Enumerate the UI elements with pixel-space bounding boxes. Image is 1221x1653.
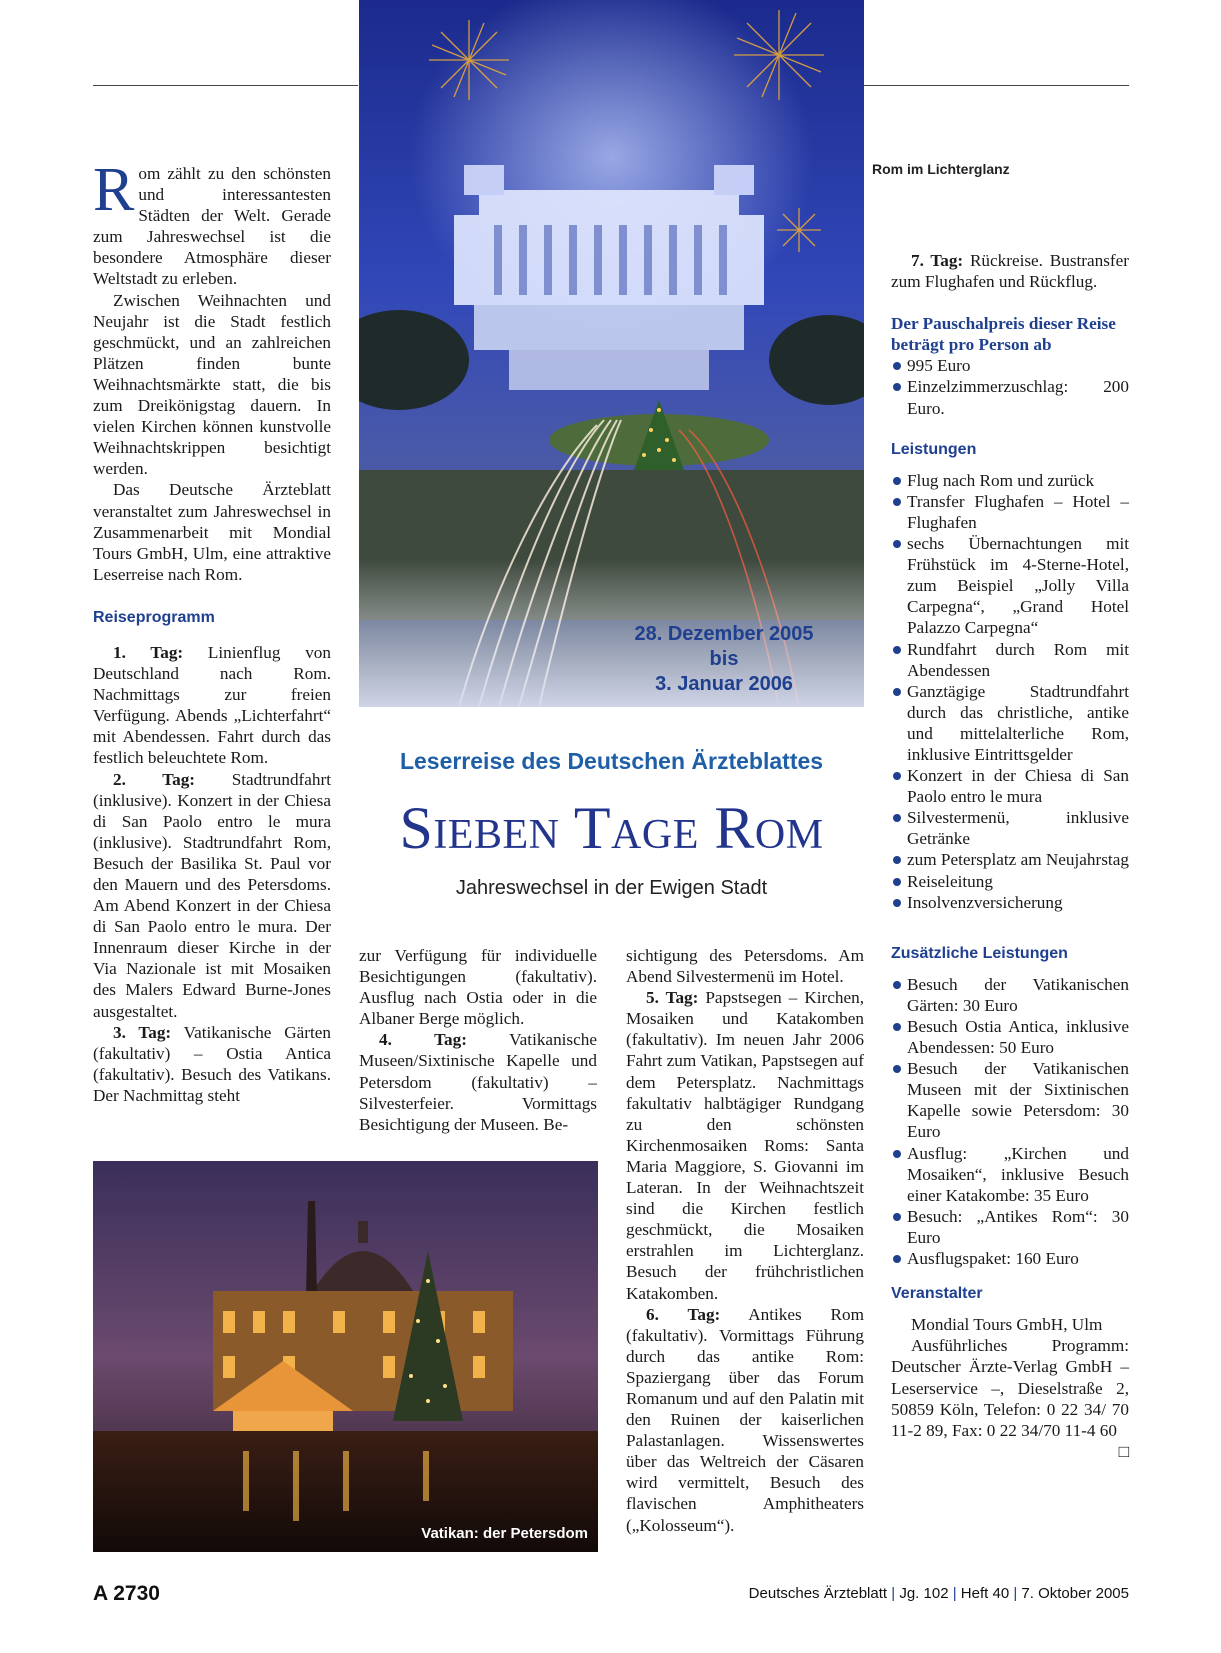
footer-volume: Jg. 102	[899, 1585, 949, 1602]
service-item: zum Petersplatz am Neujahrstag	[891, 849, 1129, 870]
extra-item: Besuch der Vatikanischen Gärten: 30 Euro	[891, 974, 1129, 1016]
intro-paragraph-1	[93, 156, 331, 290]
intro-text-1: om zählt zu den schönsten und interessantesten Städten der Welt. Gerade zum Jahreswechsel ist die besondere Atmosphäre dieser Weltstadt zu erleben.	[93, 164, 331, 289]
article-title: Sieben Tage Rom	[399, 795, 824, 861]
date-separator: bis	[709, 648, 739, 670]
price-lead: Der Pauschalpreis dieser Reise beträgt pro Person ab	[891, 314, 1116, 355]
footer-issue: Heft 40	[960, 1585, 1010, 1602]
day-4-text: Vatikanische Museen/Sixtinische Kapelle und Petersdom (fakultativ) – Silvesterfeier. Vormittags Besichtigung der Museen. Be-	[359, 1030, 597, 1134]
price-item: Einzelzimmerzuschlag: 200 Euro.	[891, 376, 1129, 418]
extra-item: Ausflugspaket: 160 Euro	[891, 1248, 1129, 1269]
article-subtitle: Jahreswechsel in der Ewigen Stadt	[455, 877, 768, 899]
footer-date: 7. Oktober 2005	[1021, 1585, 1129, 1602]
service-item: Transfer Flughafen – Hotel – Flughafen	[891, 491, 1129, 533]
extra-item: Besuch Ostia Antica, inklusive Abendessen: 50 Euro	[891, 1016, 1129, 1058]
day-4-label: 4. Tag:	[379, 1030, 467, 1050]
service-item: Flug nach Rom und zurück	[891, 470, 1129, 491]
hero-image	[359, 0, 864, 707]
top-rule-left	[93, 85, 358, 86]
drop-cap: R	[93, 156, 135, 224]
services-heading: Leistungen	[891, 440, 977, 458]
vatican-photo	[93, 1161, 598, 1552]
intro-paragraph-3: Das Deutsche Ärzteblatt veranstaltet zum Jahreswechsel in Zusammenarbeit mit Mondial Tours GmbH, Ulm, eine attraktive Leserreise nach Rom.	[93, 480, 331, 584]
photo-caption: Vatikan: der Petersdom	[421, 1525, 588, 1542]
vatican-illustration	[93, 1161, 598, 1552]
day-7-text: Rückreise. Bustransfer zum Flughafen und Rückflug.	[891, 251, 1129, 292]
service-item: Konzert in der Chiesa di San Paolo entro le mura	[891, 765, 1129, 807]
footer-info: Deutsches Ärzteblatt | Jg. 102 | Heft 40 | 7. Oktober 2005	[748, 1585, 1129, 1602]
price-item: 995 Euro	[891, 355, 1129, 376]
column-3	[626, 945, 864, 1536]
day-2	[93, 769, 331, 1022]
day-5	[626, 987, 864, 1303]
extra-item: Ausflug: „Kirchen und Mosaiken“, inklusive Besuch einer Katakombe: 35 Euro	[891, 1143, 1129, 1206]
page-number: A 2730	[93, 1582, 160, 1605]
day-4	[359, 1029, 597, 1134]
hero-caption: Rom im Lichterglanz	[872, 161, 1010, 177]
intro-paragraph-2: Zwischen Weihnachten und Neujahr ist die Stadt festlich geschmückt, und an zahlreichen Plätzen finden bunte Weihnachtsmärkte statt, die bis zum Dreikönigstag dauern. In vielen Kirchen können kunstvolle Weihnachtskrippen besichtigt werden.	[93, 290, 331, 479]
day-5-text: Papstsegen – Kirchen, Mosaiken und Katakomben (fakultativ). Im neuen Jahr 2006 Fahrt zum Vatikan, Papstsegen auf dem Petersplatz. Nachmittags fakultativ halbtägiger Rundgang zu den schönsten Kirchenmosaiken Roms: Santa Maria Maggiore, S. Giovanni im Lateran. In der Weihnachtszeit sind die Kirchen festlich geschmückt, die Mosaiken erstrahlen im Lichterglanz. Besuch der frühchristlichen Katakomben.	[626, 988, 864, 1303]
end-mark: □	[1118, 1441, 1129, 1461]
program-heading: Reiseprogramm	[93, 608, 215, 626]
day-3-text: Vatikanische Gärten (fakultativ) – Ostia Antica (fakultativ). Besuch des Vatikans. Der Nachmittag steht	[93, 1022, 331, 1105]
day-1	[93, 642, 331, 769]
day-3-continued: zur Verfügung für individuelle Besichtigungen (fakultativ). Ausflug nach Ostia oder in die Albaner Berge möglich.	[359, 946, 597, 1029]
organizer-heading: Veranstalter	[891, 1285, 983, 1303]
service-item: Reiseleitung	[891, 871, 1129, 892]
top-rule-right	[863, 85, 1129, 86]
service-item: Ganztägige Stadtrundfahrt durch das christliche, antike und mittelalterliche Rom, inklusive Eintrittsgelder	[891, 681, 1129, 765]
footer-journal: Deutsches Ärzteblatt	[748, 1585, 888, 1602]
day-6-label: 6. Tag:	[646, 1304, 721, 1324]
date-end: 3. Januar 2006	[655, 673, 793, 695]
organizer-name: Mondial Tours GmbH, Ulm	[911, 1315, 1103, 1335]
day-6	[626, 1304, 864, 1536]
extra-item: Besuch der Vatikanischen Museen mit der Sixtinischen Kapelle sowie Petersdom: 30 Euro	[891, 1058, 1129, 1142]
day-6-text: Antikes Rom (fakultativ). Vormittags Führung durch das antike Rom: Spaziergang über das Forum Romanum und auf den Palatin mit den Ruinen der kaiserlichen Palastanlagen. Wissenswertes über das Weltreich der Cäsaren wird vermittelt, Besuch des flavischen Amphitheaters („Kolosseum“).	[626, 1304, 864, 1535]
day-1-text: Linienflug von Deutschland nach Rom. Nachmittags zur freien Verfügung. Abends „Lichterfahrt“ mit Abendessen. Fahrt durch das festlich beleuchtete Rom.	[93, 642, 331, 768]
day-1-label: 1. Tag:	[113, 642, 184, 662]
day-2-label: 2. Tag:	[113, 769, 196, 789]
day-3-label: 3. Tag:	[113, 1022, 172, 1042]
column-1	[93, 156, 331, 1106]
organizer-contact: Ausführliches Programm: Deutscher Ärzte-Verlag GmbH – Leserservice –, Dieselstraße 2, 50859 Köln, Telefon: 0 22 34/ 70 11-2 89, Fax: 0 22 34/70 11-4 60	[891, 1336, 1129, 1440]
service-item: Insolvenzversicherung	[891, 892, 1129, 913]
day-7	[891, 250, 1129, 292]
column-2	[359, 945, 597, 1135]
extras-heading: Zusätzliche Leistungen	[891, 944, 1068, 962]
column-4	[891, 250, 1129, 1462]
service-item: Silvestermenü, inklusive Getränke	[891, 807, 1129, 849]
day-7-label: 7. Tag:	[911, 251, 964, 270]
day-2-text: Stadtrundfahrt (inklusive). Konzert in der Chiesa di San Paolo entro le mura (inklusive). Stadtrundfahrt Rom, Besuch der Basilika St. Paul vor den Mauern und des Petersdoms. Am Abend Konzert in der Chiesa di San Paolo entro le mura. Der Innenraum dieser Kirche in der Via Nazionale ist mit Mosaiken des Malers Edward Burne-Jones ausgestaltet.	[93, 769, 331, 1021]
hero-illustration	[359, 0, 864, 707]
day-3	[93, 1022, 331, 1106]
day-4-continued: sichtigung des Petersdoms. Am Abend Silvestermenü im Hotel.	[626, 946, 864, 987]
service-item: sechs Übernachtungen mit Frühstück im 4-Sterne-Hotel, zum Beispiel „Jolly Villa Carpegna“, „Grand Hotel Palazzo Carpegna“	[891, 533, 1129, 638]
extra-item: Besuch: „Antikes Rom“: 30 Euro	[891, 1206, 1129, 1248]
organizer-details	[891, 1335, 1129, 1461]
article-kicker: Leserreise des Deutschen Ärzteblattes	[399, 748, 824, 774]
service-item: Rundfahrt durch Rom mit Abendessen	[891, 639, 1129, 681]
date-start: 28. Dezember 2005	[634, 623, 814, 645]
date-overlay	[599, 622, 849, 697]
day-5-label: 5. Tag:	[646, 988, 699, 1008]
